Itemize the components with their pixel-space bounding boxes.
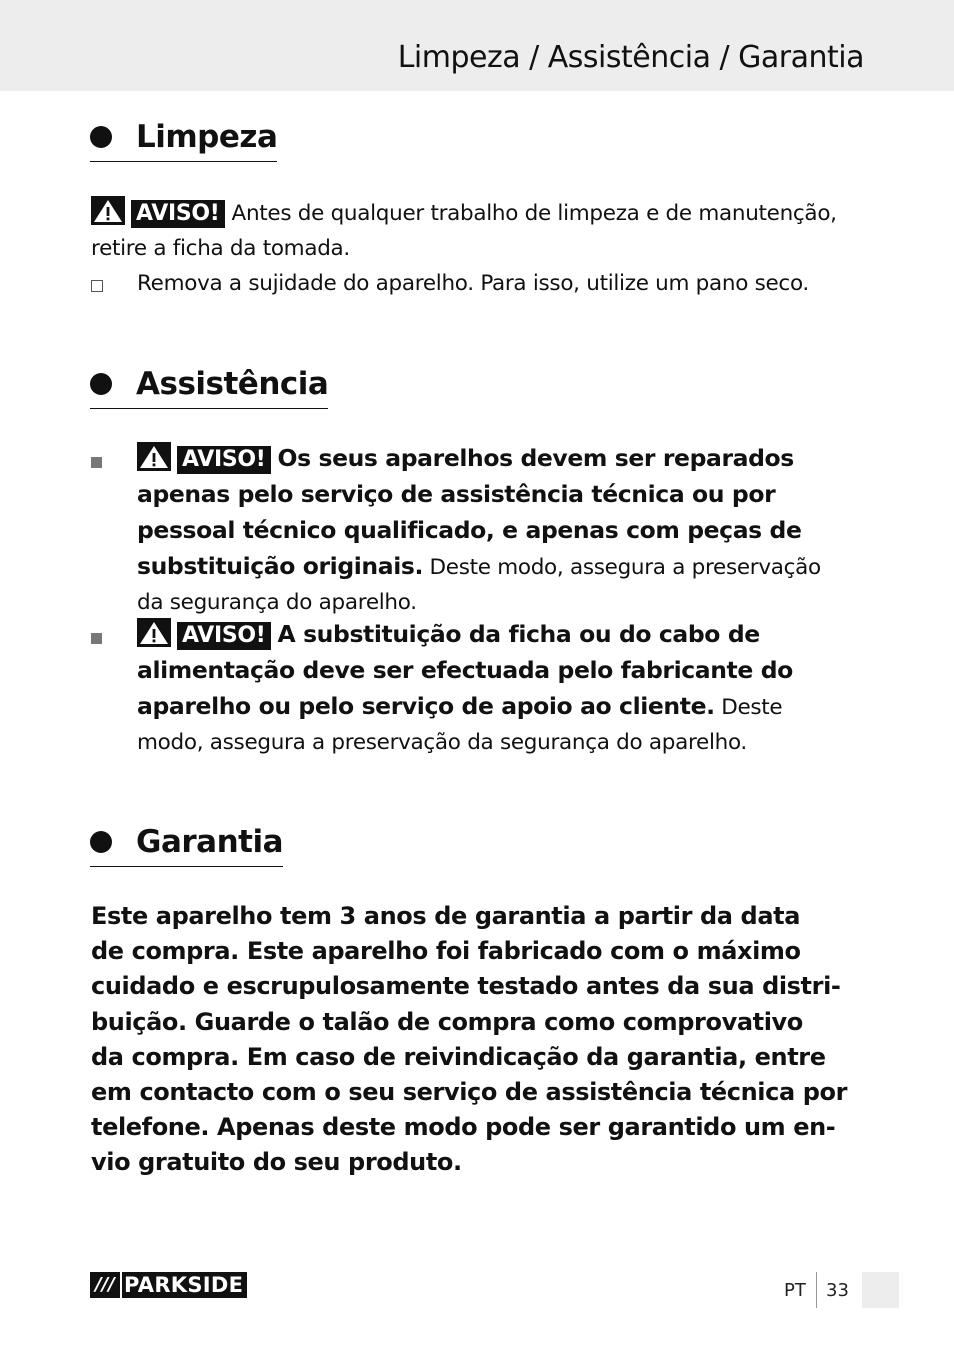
warning-triangle-icon [137, 618, 171, 647]
section-heading-assistencia [90, 364, 328, 409]
bold-text: pessoal técnico qualificado, e apenas com peças de [137, 516, 802, 544]
warning-text-continued: retire a ficha da tomada. [91, 236, 350, 261]
limpeza-step: Remova a sujidade do aparelho. Para isso, utilize um pano seco. [137, 271, 809, 296]
bullet-dot-icon [90, 126, 112, 148]
garantia-line: cuidado e escrupulosamente testado antes da sua distri- [91, 972, 841, 1001]
warning-triangle-icon [91, 196, 125, 225]
limpeza-warning-paragraph [91, 196, 866, 266]
list-bullet-icon [91, 457, 102, 468]
aviso-badge: AVISO! [131, 200, 225, 228]
garantia-line: buição. Guarde o talão de compra como comprovativo [91, 1007, 803, 1036]
footer-tab-box [862, 1272, 899, 1308]
bold-text: aparelho ou pelo serviço de apoio ao cliente. [137, 692, 715, 720]
garantia-line: em contacto com o seu serviço de assistência técnica por [91, 1078, 848, 1107]
step-checkbox-icon [91, 280, 103, 292]
bold-text: alimentação deve ser efectuada pelo fabricante do [137, 656, 793, 684]
page-number: 33 [826, 1280, 849, 1301]
normal-text: Deste modo, assegura a preservação [429, 555, 821, 580]
section-heading-limpeza [90, 117, 277, 162]
logo-wordmark: PARKSIDE [120, 1272, 247, 1298]
footer-divider [816, 1272, 817, 1308]
parkside-logo [90, 1272, 247, 1298]
heading-text: Assistência [136, 366, 329, 402]
normal-text: modo, assegura a preservação da segurança do aparelho. [137, 730, 747, 755]
heading-text: Garantia [136, 824, 284, 860]
bullet-dot-icon [90, 831, 112, 853]
bold-text: Os seus aparelhos devem ser reparados [277, 444, 794, 472]
logo-slashes: /// [90, 1272, 120, 1298]
garantia-line: telefone. Apenas deste modo pode ser garantido um en- [91, 1113, 836, 1142]
aviso-badge: AVISO! [177, 622, 271, 650]
list-bullet-icon [91, 633, 102, 644]
warning-triangle-icon [137, 442, 171, 471]
bold-text: A substituição da ficha ou do cabo de [277, 620, 760, 648]
garantia-line: vio gratuito do seu produto. [91, 1148, 462, 1177]
garantia-line: da compra. Em caso de reivindicação da garantia, entre [91, 1042, 826, 1071]
garantia-line: Este aparelho tem 3 anos de garantia a partir da data [91, 902, 800, 930]
aviso-badge: AVISO! [177, 446, 271, 474]
section-heading-garantia [90, 822, 283, 867]
assistencia-item-1 [137, 441, 867, 620]
normal-text: da segurança do aparelho. [137, 590, 417, 615]
language-code: PT [784, 1280, 806, 1301]
garantia-line: de compra. Este aparelho foi fabricado com o máximo [91, 937, 801, 966]
bold-text: apenas pelo serviço de assistência técnica ou por [137, 480, 776, 508]
bullet-dot-icon [90, 373, 112, 395]
page-header-title: Limpeza / Assistência / Garantia [397, 40, 864, 75]
bold-text: substituição originais. [137, 552, 423, 580]
garantia-paragraph [91, 899, 871, 1181]
assistencia-item-2 [137, 617, 867, 760]
warning-text: Antes de qualquer trabalho de limpeza e de manutenção, [231, 201, 837, 226]
heading-text: Limpeza [136, 119, 278, 155]
normal-text: Deste [721, 695, 783, 720]
